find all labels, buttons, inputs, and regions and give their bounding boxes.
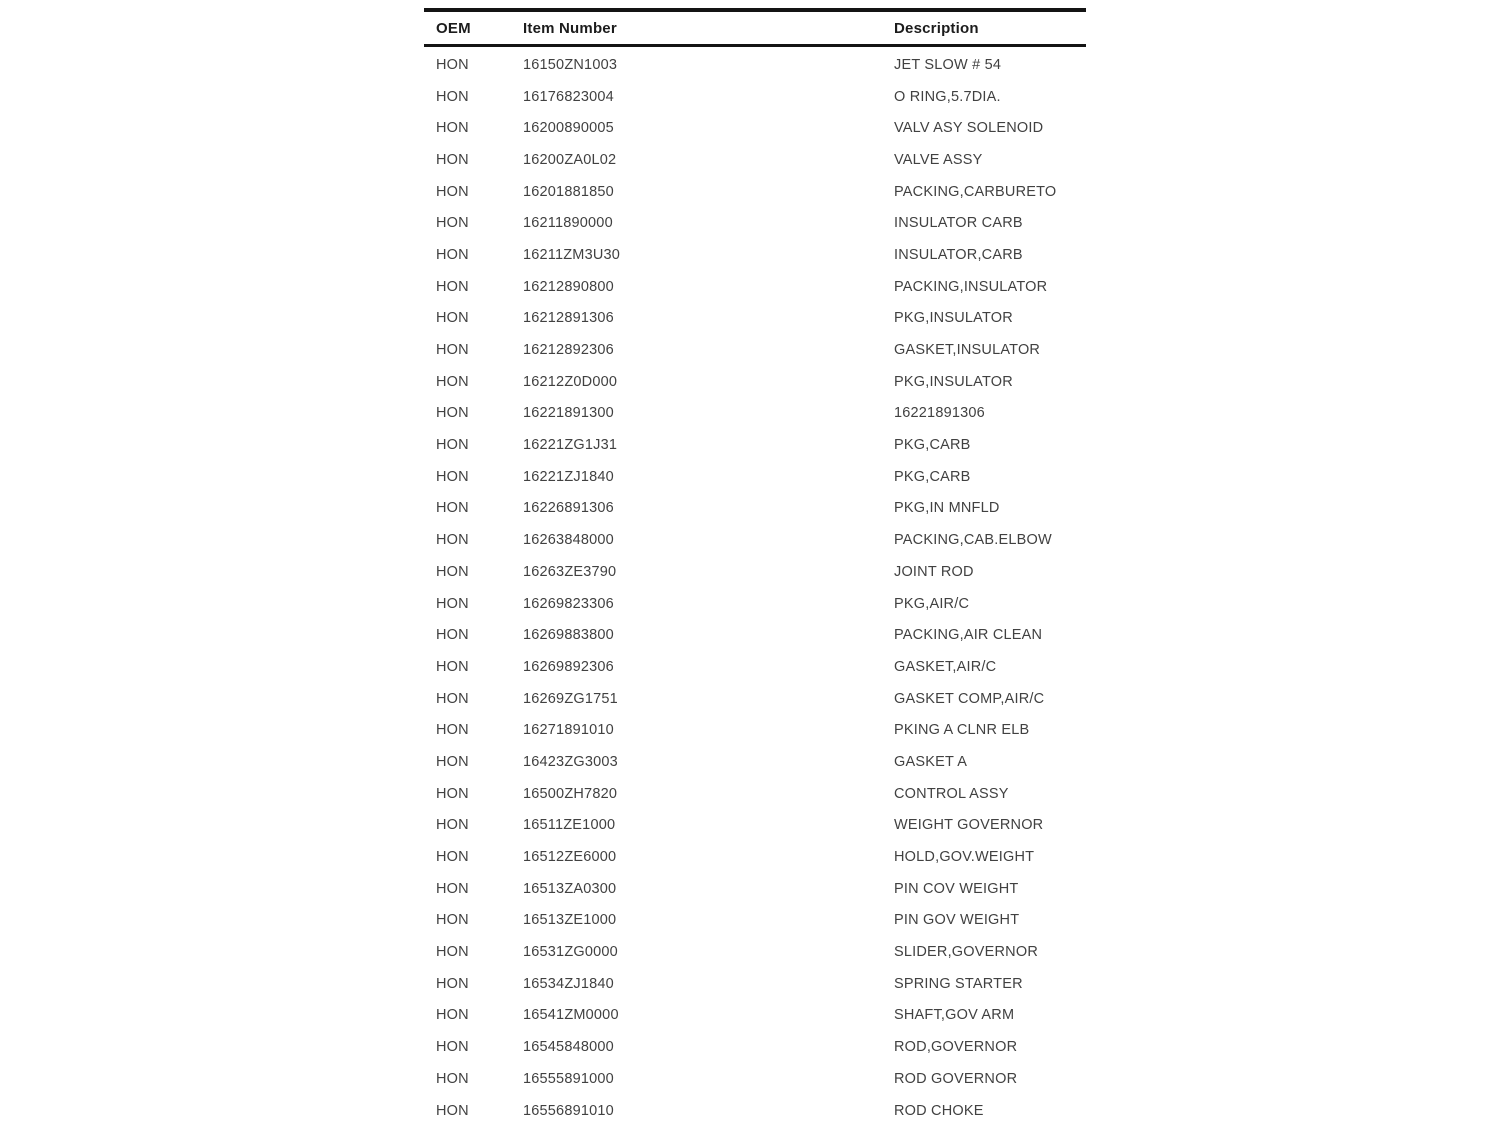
description-cell: INSULATOR,CARB — [894, 246, 1023, 263]
item-number-cell: 16212891306 — [523, 310, 614, 327]
table-row — [424, 810, 1086, 842]
description-cell: GASKET COMP,AIR/C — [894, 690, 1045, 707]
table-row — [424, 49, 1086, 81]
oem-cell: HON — [436, 785, 469, 802]
item-number-cell: 16423ZG3003 — [523, 753, 618, 770]
oem-cell: HON — [436, 722, 469, 739]
oem-cell: HON — [436, 975, 469, 992]
oem-cell: HON — [436, 405, 469, 422]
item-number-cell: 16200890005 — [523, 120, 614, 137]
oem-cell: HON — [436, 1070, 469, 1087]
oem-cell: HON — [436, 215, 469, 232]
description-cell: ROD GOVERNOR — [894, 1070, 1018, 1087]
table-row — [424, 714, 1086, 746]
item-number-cell: 16512ZE6000 — [523, 849, 617, 866]
table-row — [424, 683, 1086, 715]
table-row — [424, 619, 1086, 651]
oem-cell: HON — [436, 88, 469, 105]
table-row — [424, 207, 1086, 239]
item-number-cell: 16545848000 — [523, 1039, 614, 1056]
table-row — [424, 651, 1086, 683]
oem-cell: HON — [436, 1102, 469, 1119]
description-cell: JOINT ROD — [894, 563, 974, 580]
item-number-cell: 16212Z0D000 — [523, 373, 618, 390]
table-row — [424, 746, 1086, 778]
table-row — [424, 1031, 1086, 1063]
description-cell: PKG,AIR/C — [894, 595, 970, 612]
description-cell: SHAFT,GOV ARM — [894, 1007, 1015, 1024]
description-cell: PKG,INSULATOR — [894, 310, 1013, 327]
description-cell: O RING,5.7DIA. — [894, 88, 1001, 105]
table-row — [424, 144, 1086, 176]
item-number-cell: 16269823306 — [523, 595, 614, 612]
column-header-oem: OEM — [436, 19, 471, 37]
table-row — [424, 81, 1086, 113]
item-number-cell: 16271891010 — [523, 722, 614, 739]
column-header-description: Description — [894, 19, 979, 37]
oem-cell: HON — [436, 120, 469, 137]
item-number-cell: 16513ZE1000 — [523, 912, 617, 929]
table-row — [424, 303, 1086, 335]
oem-cell: HON — [436, 817, 469, 834]
description-cell: INSULATOR CARB — [894, 215, 1023, 232]
table-row — [424, 968, 1086, 1000]
item-number-cell: 16150ZN1003 — [523, 56, 618, 73]
table-row — [424, 936, 1086, 968]
description-cell: PKG,IN MNFLD — [894, 500, 1000, 517]
oem-cell: HON — [436, 532, 469, 549]
item-number-cell: 16269883800 — [523, 627, 614, 644]
oem-cell: HON — [436, 1007, 469, 1024]
item-number-cell: 16221ZJ1840 — [523, 468, 614, 485]
oem-cell: HON — [436, 1039, 469, 1056]
oem-cell: HON — [436, 880, 469, 897]
description-cell: PIN GOV WEIGHT — [894, 912, 1020, 929]
table-row — [424, 873, 1086, 905]
item-number-cell: 16500ZH7820 — [523, 785, 618, 802]
description-cell: JET SLOW # 54 — [894, 56, 1002, 73]
table-row — [424, 556, 1086, 588]
oem-cell: HON — [436, 658, 469, 675]
table-row — [424, 1095, 1086, 1125]
description-cell: VALVE ASSY — [894, 151, 983, 168]
oem-cell: HON — [436, 310, 469, 327]
description-cell: PACKING,CARBURETO — [894, 183, 1057, 200]
item-number-cell: 16269ZG1751 — [523, 690, 618, 707]
item-number-cell: 16534ZJ1840 — [523, 975, 614, 992]
oem-cell: HON — [436, 278, 469, 295]
description-cell: ROD,GOVERNOR — [894, 1039, 1018, 1056]
item-number-cell: 16263ZE3790 — [523, 563, 617, 580]
description-cell: PKG,INSULATOR — [894, 373, 1013, 390]
oem-cell: HON — [436, 151, 469, 168]
item-number-cell: 16200ZA0L02 — [523, 151, 617, 168]
table-row — [424, 366, 1086, 398]
description-cell: HOLD,GOV.WEIGHT — [894, 849, 1035, 866]
table-header-row — [424, 12, 1086, 44]
description-cell: PACKING,AIR CLEAN — [894, 627, 1043, 644]
description-cell: GASKET A — [894, 753, 968, 770]
description-cell: VALV ASY SOLENOID — [894, 120, 1044, 137]
table-body — [424, 47, 1086, 1125]
item-number-cell: 16541ZM0000 — [523, 1007, 619, 1024]
table-row — [424, 588, 1086, 620]
description-cell: PKG,CARB — [894, 437, 971, 454]
description-cell: ROD CHOKE — [894, 1102, 984, 1119]
oem-cell: HON — [436, 246, 469, 263]
description-cell: SLIDER,GOVERNOR — [894, 944, 1038, 961]
table-row — [424, 905, 1086, 937]
item-number-cell: 16201881850 — [523, 183, 614, 200]
table-row — [424, 524, 1086, 556]
item-number-cell: 16555891000 — [523, 1070, 614, 1087]
item-number-cell: 16212890800 — [523, 278, 614, 295]
item-number-cell: 16263848000 — [523, 532, 614, 549]
description-cell: 16221891306 — [894, 405, 985, 422]
item-number-cell: 16556891010 — [523, 1102, 614, 1119]
table-row — [424, 1063, 1086, 1095]
description-cell: PACKING,CAB.ELBOW — [894, 532, 1052, 549]
description-cell: WEIGHT GOVERNOR — [894, 817, 1044, 834]
oem-cell: HON — [436, 912, 469, 929]
description-cell: SPRING STARTER — [894, 975, 1023, 992]
table-row — [424, 112, 1086, 144]
description-cell: GASKET,AIR/C — [894, 658, 997, 675]
description-cell: PIN COV WEIGHT — [894, 880, 1019, 897]
parts-table — [424, 8, 1086, 1125]
item-number-cell: 16176823004 — [523, 88, 614, 105]
oem-cell: HON — [436, 753, 469, 770]
oem-cell: HON — [436, 468, 469, 485]
table-row — [424, 239, 1086, 271]
table-row — [424, 1000, 1086, 1032]
description-cell: CONTROL ASSY — [894, 785, 1009, 802]
item-number-cell: 16211890000 — [523, 215, 613, 232]
item-number-cell: 16513ZA0300 — [523, 880, 617, 897]
oem-cell: HON — [436, 849, 469, 866]
column-header-item-number: Item Number — [523, 19, 617, 37]
oem-cell: HON — [436, 342, 469, 359]
table-row — [424, 461, 1086, 493]
table-row — [424, 841, 1086, 873]
oem-cell: HON — [436, 437, 469, 454]
oem-cell: HON — [436, 500, 469, 517]
oem-cell: HON — [436, 690, 469, 707]
table-row — [424, 778, 1086, 810]
item-number-cell: 16221891300 — [523, 405, 614, 422]
oem-cell: HON — [436, 627, 469, 644]
table-row — [424, 398, 1086, 430]
item-number-cell: 16221ZG1J31 — [523, 437, 618, 454]
description-cell: GASKET,INSULATOR — [894, 342, 1041, 359]
description-cell: PKING A CLNR ELB — [894, 722, 1030, 739]
oem-cell: HON — [436, 944, 469, 961]
table-row — [424, 176, 1086, 208]
table-row — [424, 271, 1086, 303]
item-number-cell: 16511ZE1000 — [523, 817, 616, 834]
oem-cell: HON — [436, 595, 469, 612]
item-number-cell: 16531ZG0000 — [523, 944, 618, 961]
oem-cell: HON — [436, 373, 469, 390]
item-number-cell: 16269892306 — [523, 658, 614, 675]
table-row — [424, 334, 1086, 366]
item-number-cell: 16211ZM3U30 — [523, 246, 621, 263]
item-number-cell: 16212892306 — [523, 342, 614, 359]
table-row — [424, 429, 1086, 461]
table-row — [424, 493, 1086, 525]
oem-cell: HON — [436, 56, 469, 73]
oem-cell: HON — [436, 183, 469, 200]
item-number-cell: 16226891306 — [523, 500, 614, 517]
description-cell: PKG,CARB — [894, 468, 971, 485]
oem-cell: HON — [436, 563, 469, 580]
description-cell: PACKING,INSULATOR — [894, 278, 1048, 295]
